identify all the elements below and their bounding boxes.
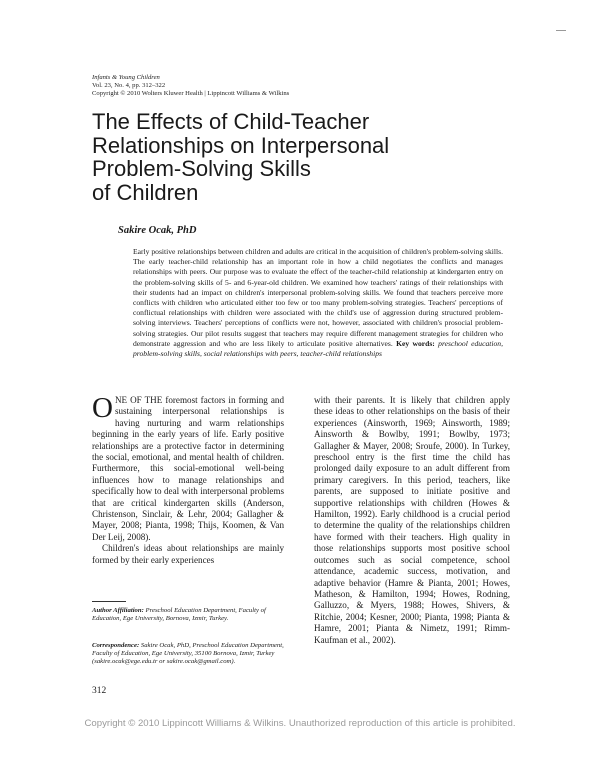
journal-volume: Vol. 23, No. 4, pp. 312–322: [92, 82, 166, 90]
abstract-text: Early positive relationships between children and adults are critical in the acquisition of children's problem-solving skills. The early teacher-child relationship has an important role in how a child negotiates the conflicts and manages relationships with peers. Our purpose was to evaluate the effect of the teacher-child relationship at kindergarten entry on the problem-solving skills of 5- and 6-year-old children. We examined how teachers' ratings of their relationships with their students had an impact on children's interpersonal problem-solving skills. We found that teachers perceive more conflicts with children who articulated either too few or too many problem-solving strategies. Teachers' perceptions of conflictual relationships with children were associated with the child's use of aggression during structured problem-solving interviews. Teachers' perceptions of conflicts were not, however, associated with children's prosocial problem-solving strategies. Our pilot results suggest that teachers may require different management strategies for children who demonstrate aggression and who are less likely to articulate positive alternatives.: [133, 247, 503, 348]
paragraph: with their parents. It is likely that children apply these ideas to other relationships on the basis of their experiences (Ainsworth, 1969; Ainsworth, 1989; Ainsworth & Bowlby, 1991; Bowlby, 1973; Gallagher & Mayer, 2008; Sroufe, 2000). In Turkey, preschool entry is the first time the child has prolonged daily exposure to an adult different from primary caregivers. In this period, teachers, like parents, are supposed to initiate positive and supportive relationships with children (Howes & Hamilton, 1992). Early childhood is a crucial period to determine the quality of the relationships children have formed with their teachers. High quality in those relationships supports most positive school outcomes such as social competence, school attendance, academic success, motivation, and adaptive behavior (Hamre & Pianta, 2001; Howes, Matheson, & Hamilton, 1994; Howes, Rodning, Galluzzo, & Myers, 1988; Howes, Shivers, & Ritchie, 2004; Kesner, 2000; Pianta, 1998; Pianta & Hamre, 2001; Pianta & Nimetz, 1991; Rimm-Kaufman et al., 2002).: [314, 395, 510, 645]
drop-cap: O: [92, 392, 113, 424]
affiliation-label: Author Affiliation:: [92, 607, 144, 614]
copyright-notice: Copyright © 2010 Lippincott Williams & Wilkins. Unauthorized reproduction of this article is prohibited.: [84, 718, 516, 729]
footnote-rule: [92, 601, 126, 602]
paragraph: Children's ideas about relationships are mainly formed by their early experiences: [92, 543, 284, 565]
body-column-left: [92, 392, 284, 566]
affiliation-text: Preschool Education Department, Faculty of Education, Ege University, Bornova, Izmir, Turkey.: [92, 607, 266, 623]
article-title: The Effects of Child-Teacher Relationships on Interpersonal Problem-Solving Skills of Children: [92, 109, 390, 205]
correspondence: [92, 642, 286, 667]
correspondence-text: Sakire Ocak, PhD, Preschool Education Department, Faculty of Education, Ege University, 35100 Bornova, Izmir, Turkey (sakire.ocak@ege.edu.tr or sakire.ocak@gmail.com).: [92, 642, 284, 666]
journal-copyright: Copyright © 2010 Wolters Kluwer Health | Lippincott Williams & Wilkins: [92, 90, 290, 98]
paragraph: [92, 392, 284, 543]
journal-name: Infants & Young Children: [92, 74, 160, 81]
lead-in-smallcaps: NE OF THE: [114, 395, 163, 405]
corner-mark: [556, 30, 566, 31]
body-column-right: [314, 395, 510, 646]
page-number: 312: [92, 686, 107, 696]
keywords-label: Key words:: [396, 338, 435, 348]
paragraph-text: foremost factors in forming and sustaining interpersonal relationships is having nurturing and warm relationships beginning in the early years of life. Early positive relationships are a protective factor in determining the social, emotional, and mental health of children. Furthermore, this social-emotional well-being influences how to manage relationships and specifically how to deal with interpersonal problems that are critical kindergarten skills (Anderson, Christenson, Sinclair, & Lehr, 2004; Gallagher & Mayer, 2008; Pianta, 1998; Thijs, Koomen, & Van Der Leij, 2008).: [92, 395, 284, 542]
author-affiliation: [92, 607, 286, 623]
abstract: [133, 247, 503, 359]
author-name: Sakire Ocak, PhD: [118, 225, 197, 236]
journal-meta: [92, 74, 289, 99]
keywords: preschool education, problem-solving skills, social relationships with peers, teacher-child relationships: [133, 338, 503, 359]
correspondence-label: Correspondence:: [92, 642, 140, 649]
